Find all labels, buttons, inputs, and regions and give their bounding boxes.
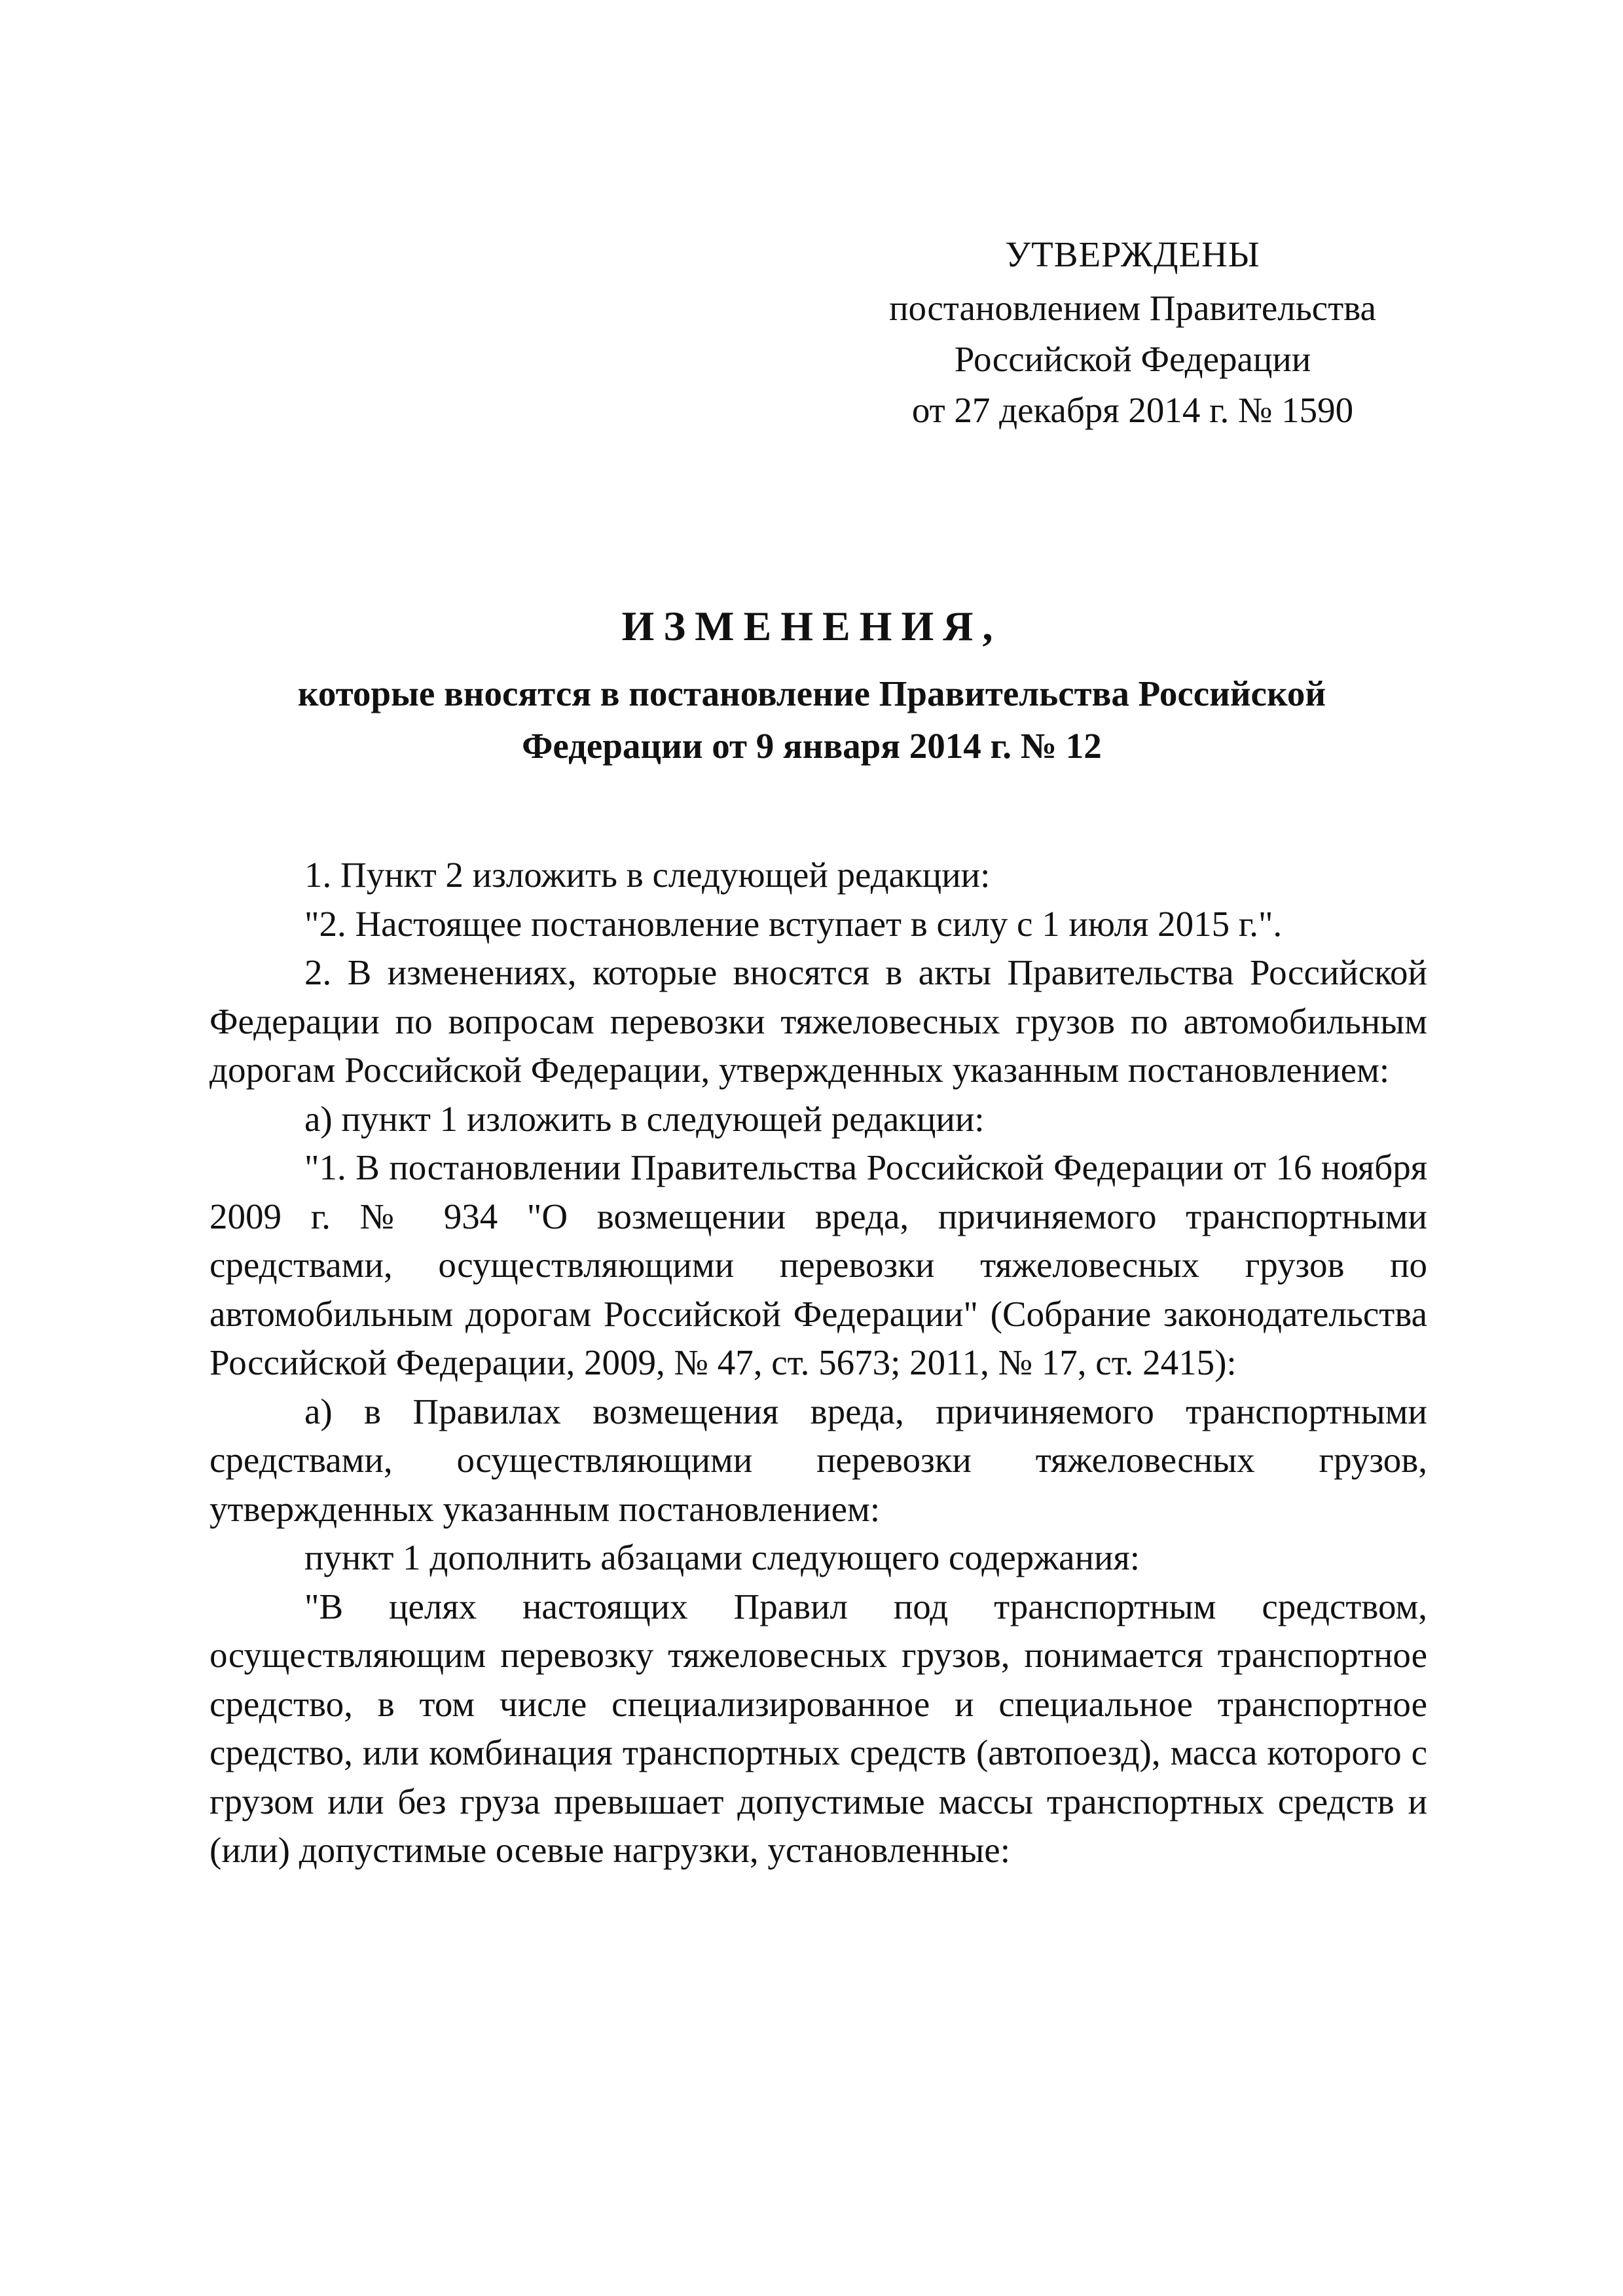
paragraph: "2. Настоящее постановление вступает в силу с 1 июля 2015 г.".	[304, 903, 1283, 944]
subtitle-line-1: которые вносятся в постановление Правительства Российской	[297, 673, 1326, 713]
document-title: ИЗМЕНЕНИЯ,	[621, 603, 1002, 649]
approval-line-3: от 27 декабря 2014 г. № 1590	[911, 390, 1354, 430]
paragraph: "В целях настоящих Правил под транспортным средством, осуществляющим перевозку тяжеловесных грузов, понимается транспортное средство, в том числе специализированное и специальное транспортное средство, или комбинация транспортных средств (автопоезд), масса которого с грузом или без груза превышает допустимые массы транспортных средств и (или) допустимые осевые нагрузки, установленные:	[210, 1586, 1427, 1870]
paragraph: 2. В изменениях, которые вносятся в акты Правительства Российской Федерации по вопросам перевозки тяжеловесных грузов по автомобильным дорогам Российской Федерации, утвержденных указанным постановлением:	[210, 952, 1427, 1090]
approval-title: УТВЕРЖДЕНЫ	[1005, 234, 1260, 274]
paragraph: 1. Пункт 2 изложить в следующей редакции:	[304, 855, 991, 895]
paragraph: "1. В постановлении Правительства Российской Федерации от 16 ноября 2009 г. № 934 "О возмещении вреда, причиняемого транспортными средствами, осуществляющими перевозки тяжеловесных грузов по автомобильным дорогам Российской Федерации" (Собрание законодательства Российской Федерации, 2009, № 47, ст. 5673; 2011, № 17, ст. 2415):	[210, 1147, 1427, 1382]
document-subtitle	[196, 668, 1427, 772]
paragraph: а) в Правилах возмещения вреда, причиняемого транспортными средствами, осуществляющими перевозки тяжеловесных грузов, утвержденных указанным постановлением:	[210, 1391, 1427, 1529]
subtitle-line-2: Федерации от 9 января 2014 г. № 12	[522, 726, 1102, 766]
approval-line-1: постановлением Правительства	[889, 288, 1376, 328]
paragraph: пункт 1 дополнить абзацами следующего содержания:	[304, 1537, 1140, 1577]
approval-line-2: Российской Федерации	[954, 339, 1311, 379]
approval-block	[805, 229, 1460, 436]
paragraph: а) пункт 1 изложить в следующей редакции:	[304, 1098, 985, 1139]
document-body	[210, 851, 1427, 1875]
